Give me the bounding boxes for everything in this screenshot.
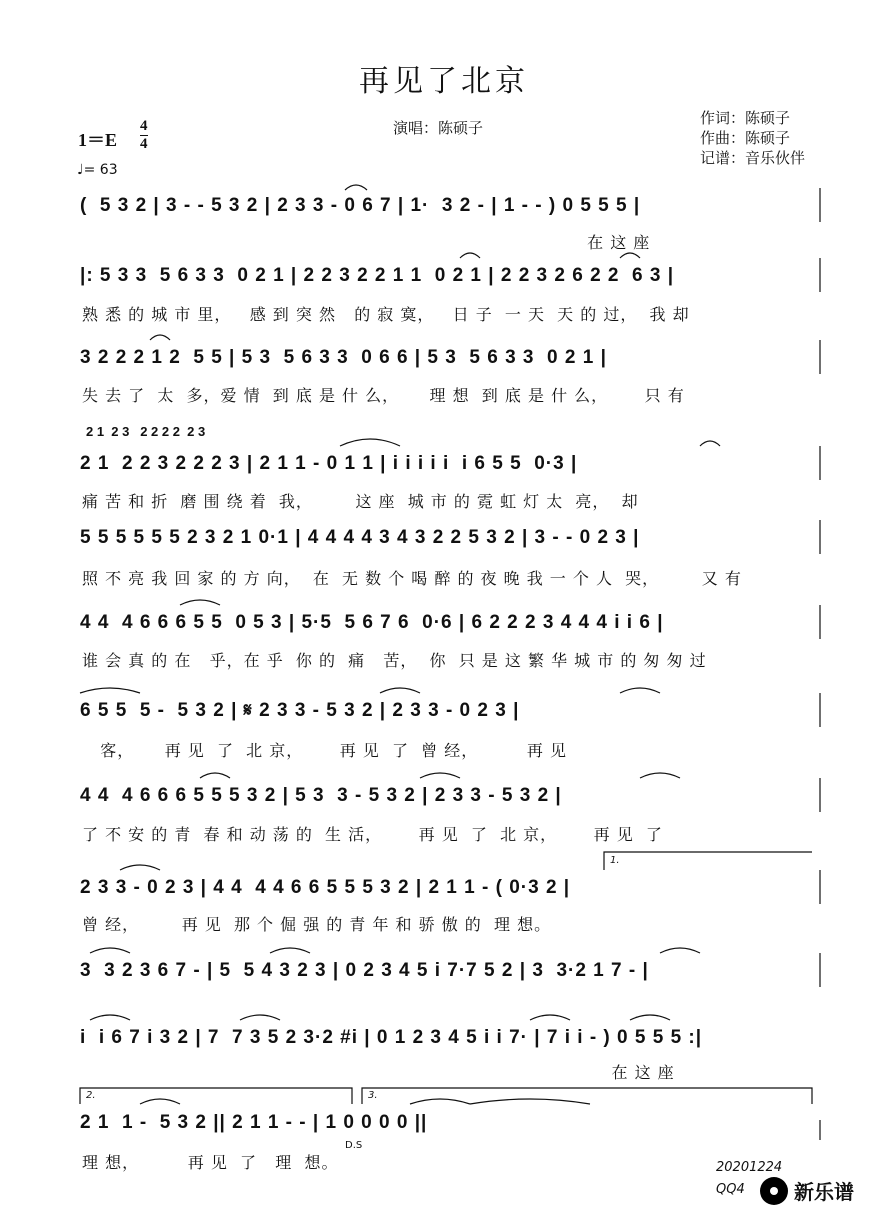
system-5-lyrics: 照 不 亮 我 回 家 的 方 向， 在 无 数 个 喝 醉 的 夜 晚 我 一 个 人 哭， 又 有 (82, 569, 742, 588)
system-4-notes: 2 1 2 2 3 2 2 2 3 | 2 1 1 - 0 1 1 | i i i i i i 6 5 5 0·3 | (80, 453, 578, 474)
key-signature: 1＝E (78, 130, 118, 150)
system-11-lyrics: 在 这 座 (82, 1063, 675, 1082)
system-10-notes: 3 3 2 3 6 7 - | 5 5 4 3 2 3 | 0 2 3 4 5 i 7·7 5 2 | 3 3·2 1 7 - | (80, 960, 649, 981)
system-5-notes: 5 5 5 5 5 5 2 3 2 1 0·1 | 4 4 4 4 3 4 3 2 2 5 3 2 | 3 - - 0 2 3 | (80, 527, 640, 548)
system-6-lyrics: 谁 会 真 的 在 乎，在 乎 你 的 痛 苦， 你 只 是 这 繁 华 城 市 的 匆 匆 过 (82, 651, 707, 670)
ds-marking: D.S (345, 1140, 363, 1151)
system-3-notes: 3 2 2 2 1 2 5 5 | 5 3 5 6 3 3 0 6 6 | 5 3 5 6 3 3 0 2 1 | (80, 347, 607, 368)
page-title: 再见了北京 (359, 64, 529, 99)
brand-name: 新乐谱 (794, 1180, 854, 1204)
system-11-notes: i i 6 7 i 3 2 | 7 7 3 5 2 3·2 #i | 0 1 2 3 4 5 i i 7· | 7 i i - ) 0 5 5 5 :| (80, 1027, 703, 1048)
system-1-notes: ( 5 3 2 | 3 - - 5 3 2 | 2 3 3 - 0 6 7 | 1· 3 2 - | 1 - - ) 0 5 5 5 | (80, 195, 641, 216)
brand-logo (760, 1176, 854, 1205)
lyricist-credit: 作词：陈硕子 (700, 109, 791, 127)
system-9-notes: 2 3 3 - 0 2 3 | 4 4 4 4 6 6 5 5 5 3 2 | 2 1 1 - ( 0·3 2 | (80, 877, 571, 898)
system-7-notes: 6 5 5 5 - 5 3 2 | 𝄋 2 3 3 - 5 3 2 | 2 3 3 - 0 2 3 | (80, 700, 520, 721)
small-grace-notes: 2 1 2 3 2 2 2 2 2 3 (86, 424, 206, 439)
system-8-notes: 4 4 4 6 6 6 5 5 5 3 2 | 5 3 3 - 5 3 2 | 2 3 3 - 5 3 2 | (80, 785, 562, 806)
volta-2-label: 2. (86, 1090, 96, 1101)
time-signature-top: 4 (140, 118, 148, 134)
system-2-notes: |: 5 3 3 5 6 3 3 0 2 1 | 2 2 3 2 2 1 1 0 2 1 | 2 2 3 2 6 2 2 6 3 | (80, 265, 675, 286)
system-9-lyrics: 曾 经， 再 见 那 个 倔 强 的 青 年 和 骄 傲 的 理 想。 (82, 915, 552, 934)
time-signature-bottom: 4 (140, 136, 148, 152)
footer-date: 20201224 (716, 1160, 783, 1175)
vinyl-disc-icon (760, 1177, 788, 1205)
tempo-marking: ♩= 63 (77, 162, 118, 178)
volta-3-label: 3. (368, 1090, 378, 1101)
system-4-lyrics: 痛 苦 和 折 磨 围 绕 着 我， 这 座 城 市 的 霓 虹 灯 太 亮， 却 (82, 492, 639, 511)
system-2-lyrics: 熟 悉 的 城 市 里， 感 到 突 然 的 寂 寞， 日 子 一 天 天 的 过， 我 却 (82, 305, 690, 324)
system-8-lyrics: 了 不 安 的 青 春 和 动 荡 的 生 活， 再 见 了 北 京， 再 见 了 (82, 825, 663, 844)
system-7-lyrics: 客， 再 见 了 北 京， 再 见 了 曾 经， 再 见 (82, 741, 568, 760)
singer-credit: 演唱：陈硕子 (393, 119, 484, 137)
transcriber-credit: 记谱：音乐伙伴 (700, 149, 806, 167)
system-12-lyrics: 理 想， 再 见 了 理 想。 (82, 1153, 339, 1172)
system-1-lyrics: 在 这 座 (82, 233, 651, 252)
volta-1-label: 1. (610, 855, 620, 866)
system-12-notes: 2 1 1 - 5 3 2 || 2 1 1 - - | 1 0 0 0 0 || (80, 1112, 428, 1133)
system-6-notes: 4 4 4 6 6 6 5 5 0 5 3 | 5·5 5 6 7 6 0·6 | 6 2 2 2 3 4 4 4 i i 6 | (80, 612, 664, 633)
system-3-lyrics: 失 去 了 太 多，爱 情 到 底 是 什 么， 理 想 到 底 是 什 么， 只 有 (82, 386, 685, 405)
footer-qq: QQ4 (716, 1182, 745, 1197)
composer-credit: 作曲：陈硕子 (700, 129, 791, 147)
